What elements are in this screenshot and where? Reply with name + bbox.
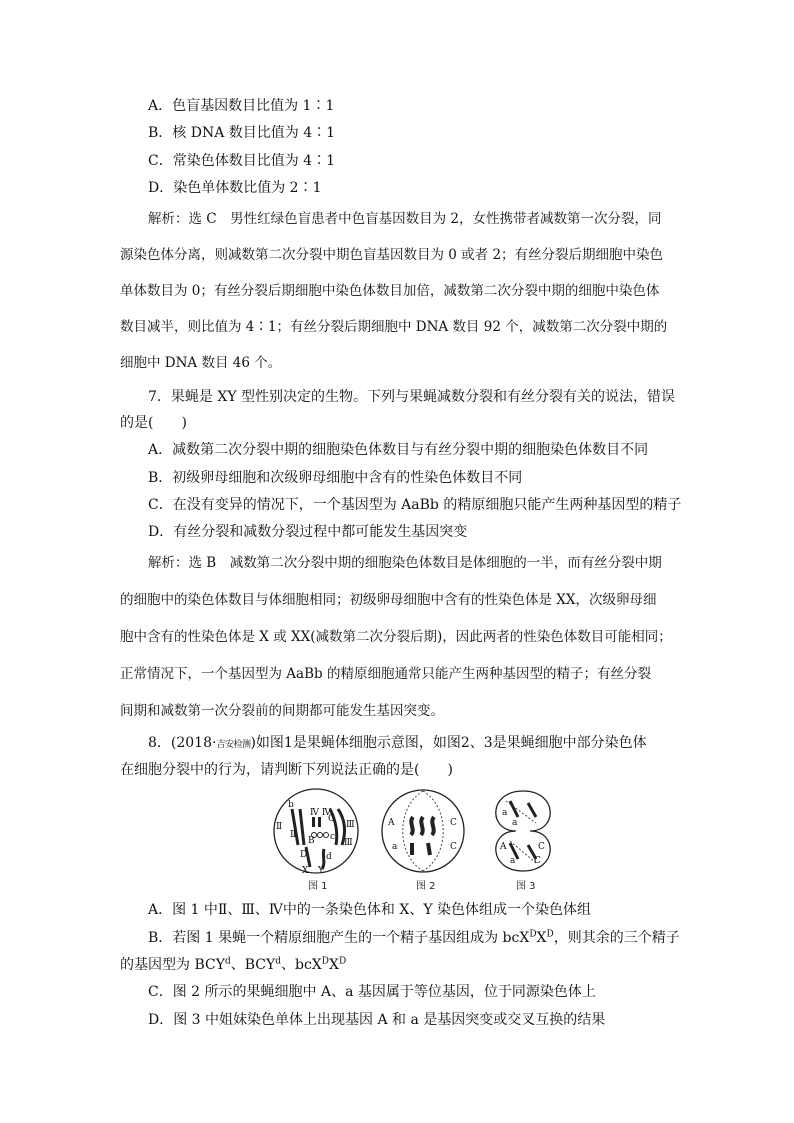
q8-stem-line-2: 在细胞分裂中的行为，请判断下列说法正确的是( )	[120, 762, 453, 778]
fig2-caption: 图 2	[416, 881, 436, 892]
q8-option-b-text: 、bcX	[281, 957, 322, 973]
fig2-label: C	[450, 818, 457, 828]
fig1-label: c	[330, 832, 336, 842]
fig2-label: A	[388, 818, 395, 828]
q7-explanation-line: 胞中含有的性染色体是 X 或 XX(减数第二次分裂后期)，因此两者的性染色体数目可能相同；	[120, 629, 672, 645]
fig1-label: d	[326, 852, 332, 862]
figure-2-dividing-cell	[382, 790, 464, 892]
fig3-label: a	[512, 818, 518, 828]
figure-3-dividing-cell	[496, 791, 550, 892]
q6-option-b: B．核 DNA 数目比值为 4∶1	[148, 125, 336, 141]
fig3-label: A	[500, 842, 507, 852]
fig3-label: a	[510, 856, 516, 866]
fig1-label: D	[300, 850, 308, 860]
fig1-label: Ⅱ	[276, 822, 283, 832]
cell-division-figure	[266, 787, 556, 897]
q6-option-c: C．常染色体数目比值为 4∶1	[148, 153, 335, 169]
q8-option-b	[148, 928, 680, 948]
q7-stem-line: 7．果蝇是 XY 型性别决定的生物。下列与果蝇减数分裂和有丝分裂有关的说法，错误	[148, 389, 676, 405]
fig3-caption: 图 3	[516, 881, 536, 892]
q6-option-a: A．色盲基因数目比值为 1∶1	[148, 98, 335, 114]
fig1-label: C	[328, 814, 335, 824]
q8-option-b-text: X	[329, 957, 339, 973]
q8-number: 8．(2018·	[148, 735, 217, 751]
fig2-label: a	[392, 842, 398, 852]
q7-option-b: B．初级卵母细胞和次级卵母细胞中含有的性染色体数目不同	[148, 470, 523, 486]
fig1-label: Ⅳ Ⅳ	[310, 808, 331, 818]
q6-explanation-line: 解析：选 C 男性红绿色盲患者中色盲基因数目为 2，女性携带者减数第一次分裂，同	[148, 211, 662, 227]
superscript: D	[529, 929, 537, 940]
fig1-label: Ⅲ	[346, 820, 355, 830]
q6-explanation-line: 源染色体分离，则减数第二次分裂中期色盲基因数目为 0 或者 2；有丝分裂后期细胞中染色	[120, 247, 664, 263]
fig3-label: C	[534, 856, 541, 866]
q8-option-b-text: 、BCY	[230, 957, 276, 973]
q6-explanation-line: 细胞中 DNA 数目 46 个。	[120, 355, 282, 371]
fig3-label: a	[502, 808, 508, 818]
fig3-label: C	[538, 842, 545, 852]
fig1-label: Ⅲ	[344, 838, 353, 848]
q7-option-a: A．减数第二次分裂中期的细胞染色体数目与有丝分裂中期的细胞染色体数目不同	[148, 442, 649, 458]
fig2-label: C	[450, 842, 457, 852]
fig1-caption: 图 1	[308, 881, 328, 892]
q8-option-b-line-2	[120, 955, 346, 975]
superscript: d	[224, 956, 231, 967]
q7-explanation-line: 解析：选 B 减数第二次分裂中期的细胞染色体数目是体细胞的一半，而有丝分裂中期	[148, 555, 662, 571]
q7-explanation-line: 的细胞中的染色体数目与体细胞相同；初级卵母细胞中含有的性染色体是 XX，次级卵母细	[120, 592, 657, 608]
superscript: D	[338, 956, 347, 967]
q6-explanation-line: 数目减半，则比值为 4∶1；有丝分裂后期细胞中 DNA 数目 92 个，减数第二次分裂中期的	[120, 319, 668, 335]
q8-stem-line	[148, 733, 647, 755]
fig1-label: X	[302, 866, 309, 876]
q8-source: 吉安检测	[216, 740, 251, 750]
figure-1-somatic-cell	[274, 789, 358, 892]
q8-option-c: C．图 2 所示的果蝇细胞中 A、a 基因属于等位基因，位于同源染色体上	[148, 984, 596, 1000]
q7-explanation-line: 正常情况下，一个基因型为 AaBb 的精原细胞通常只能产生两种基因型的精子；有丝分裂	[120, 666, 651, 682]
fig1-label: Ⅱ	[290, 830, 297, 840]
q8-option-b-text: B．若图 1 果蝇一个精原细胞产生的一个精子基因组成为 bcX	[148, 930, 530, 946]
q8-option-d: D．图 3 中姐妹染色单体上出现基因 A 和 a 是基因突变或交叉互换的结果	[148, 1012, 606, 1028]
q8-option-b-text: X	[536, 930, 547, 946]
q7-explanation-line: 间期和减数第一次分裂前的间期都可能发生基因突变。	[120, 703, 444, 719]
q8-option-b-text: 的基因型为 BCY	[120, 957, 225, 973]
q6-explanation-line: 单体数目为 0；有丝分裂后期细胞中染色体数目加倍，减数第二次分裂中期的细胞中染色体	[120, 283, 660, 299]
superscript: D	[546, 929, 554, 940]
q8-stem-text: )如图1是果蝇体细胞示意图，如图2、3是果蝇细胞中部分染色体	[250, 735, 647, 751]
q8-option-a: A．图 1 中Ⅱ、Ⅲ、Ⅳ中的一条染色体和 X、Y 染色体组成一个染色体组	[148, 902, 592, 918]
q7-option-d: D．有丝分裂和减数分裂过程中都可能发生基因突变	[148, 524, 468, 540]
superscript: d	[275, 956, 281, 967]
superscript: D	[321, 956, 329, 967]
q7-option-c: C．在没有变异的情况下，一个基因型为 AaBb 的精原细胞只能产生两种基因型的精子	[148, 497, 682, 513]
q6-option-d: D．染色单体数比值为 2∶1	[148, 180, 322, 196]
fig1-label: Y	[318, 866, 324, 876]
q8-option-b-text: ，则其余的三个精子	[553, 930, 680, 946]
fig1-label: b	[288, 800, 294, 810]
q7-stem-line: 的是( )	[120, 415, 187, 431]
fig1-label: B	[308, 836, 315, 846]
